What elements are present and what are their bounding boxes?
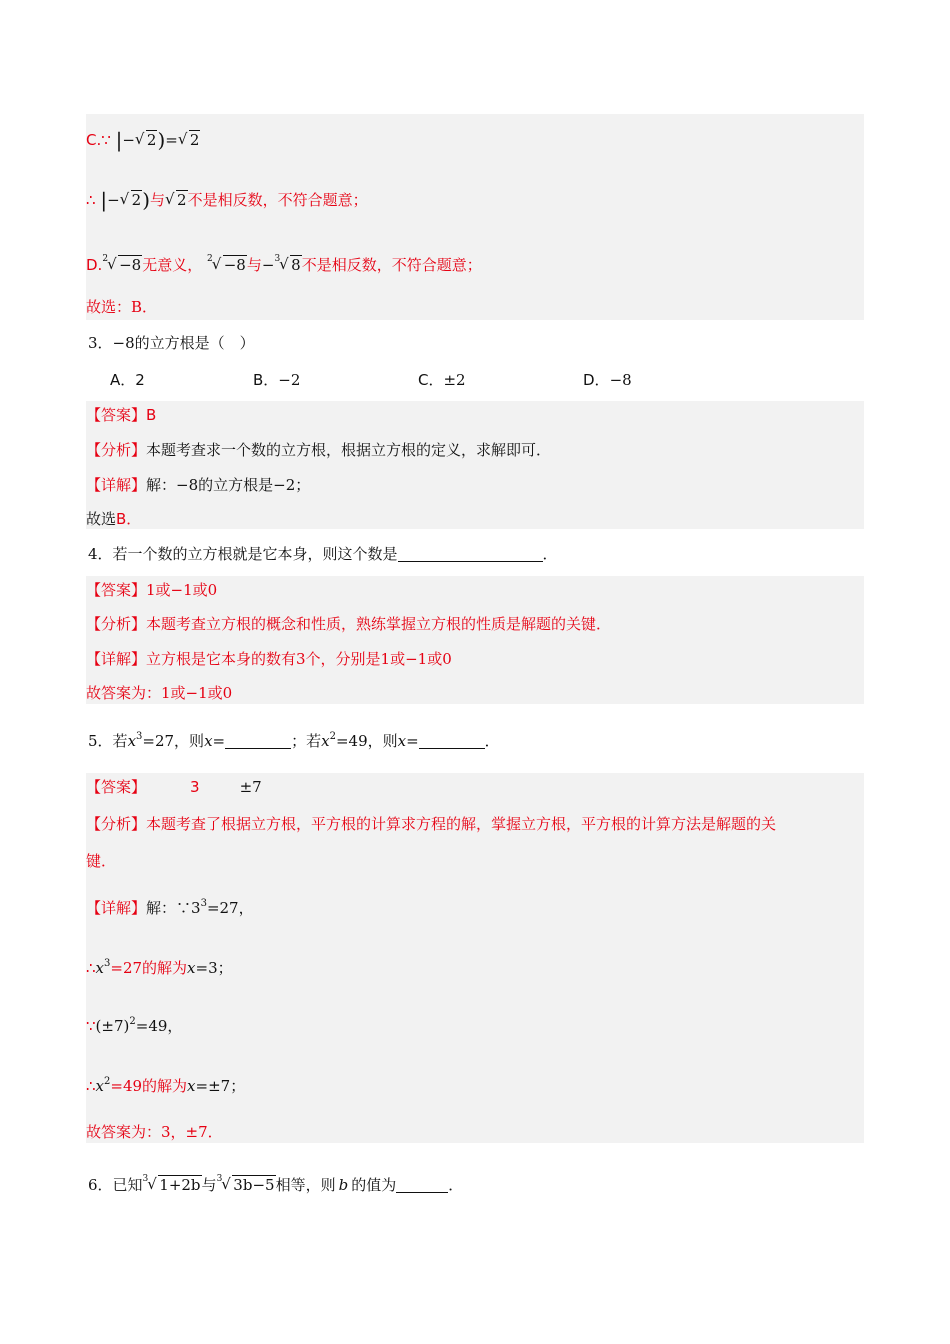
q3-option-a: A．2: [110, 371, 145, 389]
q3-conclusion: 故选B．: [86, 510, 142, 528]
q3-detail: 【详解】解：−8的立方根是−2；: [86, 476, 311, 494]
q5-analysis-cont: 键．: [86, 852, 117, 870]
q5-detail: 【详解】解：$\because 3^3=27$，: [86, 898, 254, 917]
c-radical-rhs: √ 2: [178, 130, 201, 150]
q5-conclusion: 故答案为：3，±7．: [86, 1123, 223, 1141]
q5-answer: 【答案】 3 ±7: [86, 778, 262, 796]
q3-option-c: C．±2: [418, 371, 466, 389]
q4-analysis: 【分析】本题考查立方根的概念和性质，熟练掌握立方根的性质是解题的关键．: [86, 615, 612, 633]
q4-answer: 【答案】1或−1或0: [86, 581, 218, 599]
q6-answer-blank[interactable]: [396, 1178, 448, 1193]
q2-option-c-line: C.∵ |−√ 2)=√ 2: [86, 130, 200, 150]
c-radical: √ 2: [135, 130, 158, 150]
q4-conclusion: 故答案为：1或−1或0: [86, 684, 233, 702]
q3-answer-box: [86, 401, 864, 529]
q3-option-b: B．−2: [253, 371, 301, 389]
q5-blank-2[interactable]: [419, 734, 485, 749]
q5-step-3: $\because(\pm 7)^2=49$，: [86, 1016, 183, 1035]
q2-option-d-line: D.$^2$√ −8无意义， $^2$√ −8与−$^3$√ 8不是相反数，不符合题意；: [86, 249, 482, 275]
q2-conclusion: 故选：B．: [86, 298, 158, 316]
q4-stem: 4．若一个数的立方根就是它本身，则这个数是 ．: [88, 545, 558, 563]
q3-answer: 【答案】B: [86, 406, 157, 424]
q4-detail: 【详解】立方根是它本身的数有3个，分别是1或−1或0: [86, 650, 452, 668]
q5-step-2: $\therefore x^3=27$的解为x=3；: [86, 958, 233, 977]
q5-blank-1[interactable]: [225, 734, 291, 749]
q5-step-4: $\therefore x^2=49$的解为x=±7；: [86, 1076, 246, 1095]
q2-therefore-line: ∴ |−√ 2)与√ 2不是相反数，不符合题意；: [86, 190, 368, 210]
q3-analysis: 【分析】本题考查求一个数的立方根，根据立方根的定义，求解即可．: [86, 441, 552, 459]
q5-analysis: 【分析】本题考查了根据立方根，平方根的计算求方程的解，掌握立方根，平方根的计算方法是解题的关: [86, 815, 777, 833]
q5-stem: 5．若$x^3=27$，则x= ；若$x^2=49$，则x= ．: [88, 731, 500, 750]
q6-stem: 6．已知$^3$√ 1+2b与$^3$√ 3b−5相等，则 b 的值为 ．: [88, 1169, 463, 1195]
q4-answer-blank[interactable]: [398, 547, 543, 562]
q3-option-d: D．−8: [583, 371, 632, 389]
q2-detail-box: [86, 114, 864, 320]
q3-stem: 3．−8的立方根是（ ）: [88, 334, 255, 352]
